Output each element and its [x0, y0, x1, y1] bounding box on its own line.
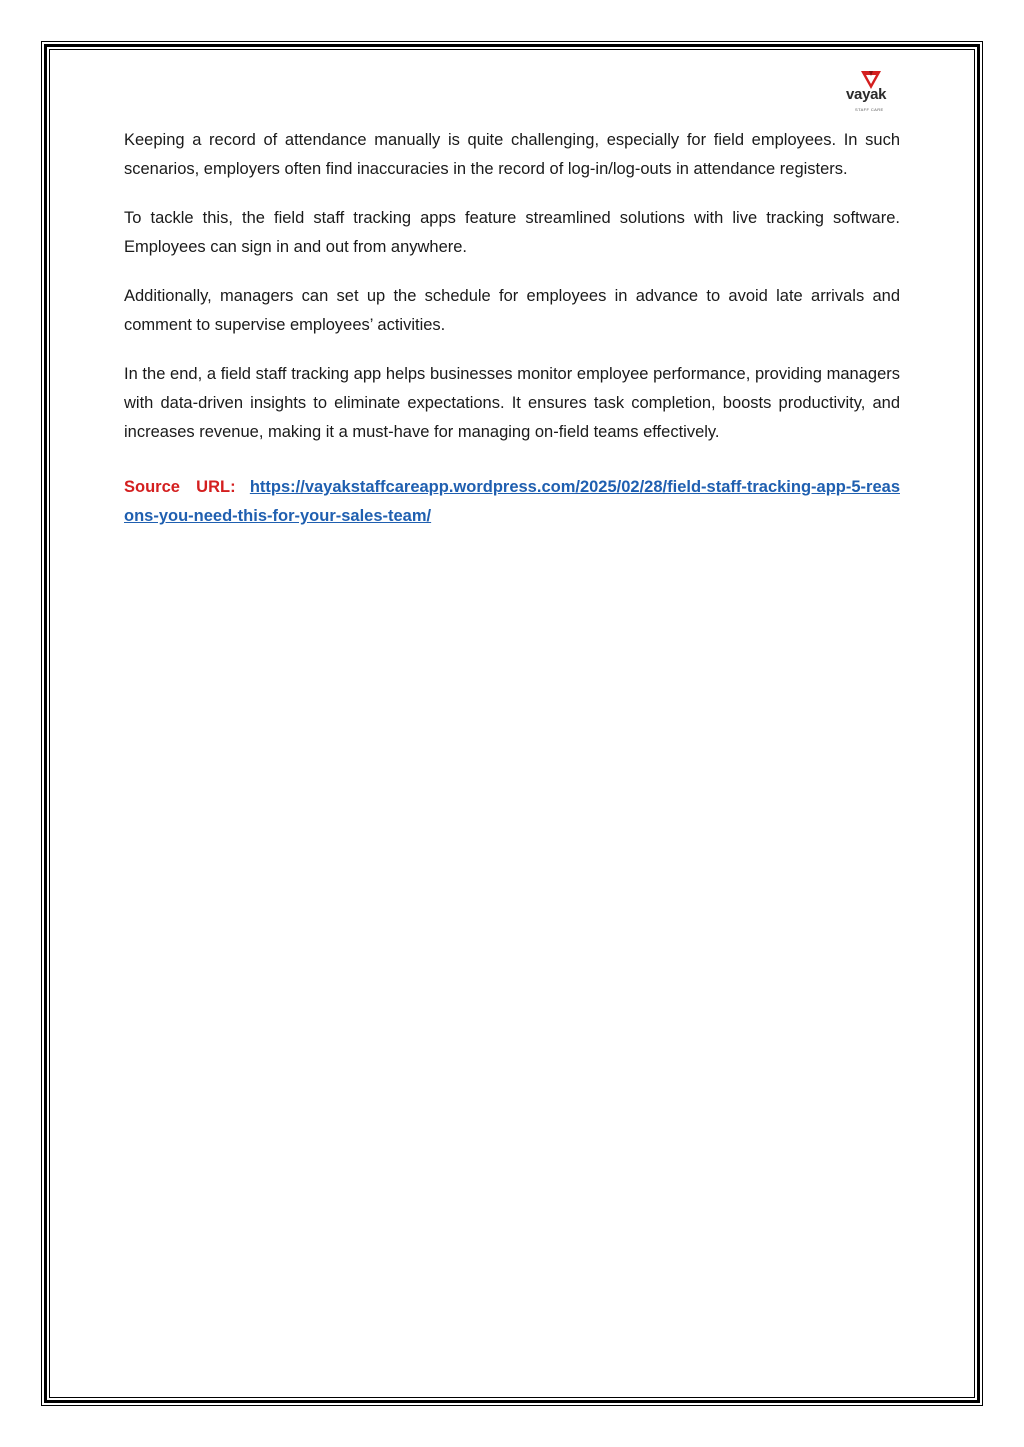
document-body: [124, 126, 900, 531]
logo-brand-text: vayak: [846, 86, 887, 103]
source-label: Source URL:: [124, 478, 236, 496]
vayak-logo: [842, 70, 902, 120]
source-line: [124, 473, 900, 531]
paragraph-attendance: Keeping a record of attendance manually is quite challenging, especially for field employees. In such scenarios, employers often find inaccuracies in the record of log-in/log-outs in attendance registers.: [124, 131, 900, 178]
source-url-link[interactable]: https://vayakstaffcareapp.wordpress.com/2025/02/28/field-staff-tracking-app-5-reasons-you-need-this-for-your-sales-team/: [124, 478, 900, 525]
paragraph-tackle: To tackle this, the field staff tracking apps feature streamlined solutions with live tracking software. Employees can sign in and out from anywhere.: [124, 209, 900, 256]
paragraph-schedule: Additionally, managers can set up the schedule for employees in advance to avoid late arrivals and comment to supervise employees’ activities.: [124, 287, 900, 334]
paragraph-conclusion: In the end, a field staff tracking app helps businesses monitor employee performance, providing managers with data-driven insights to eliminate expectations. It ensures task completion, boosts productivity, and increases revenue, making it a must-have for managing on-field teams effectively.: [124, 365, 900, 441]
logo-tagline: STAFF CARE: [855, 107, 884, 112]
